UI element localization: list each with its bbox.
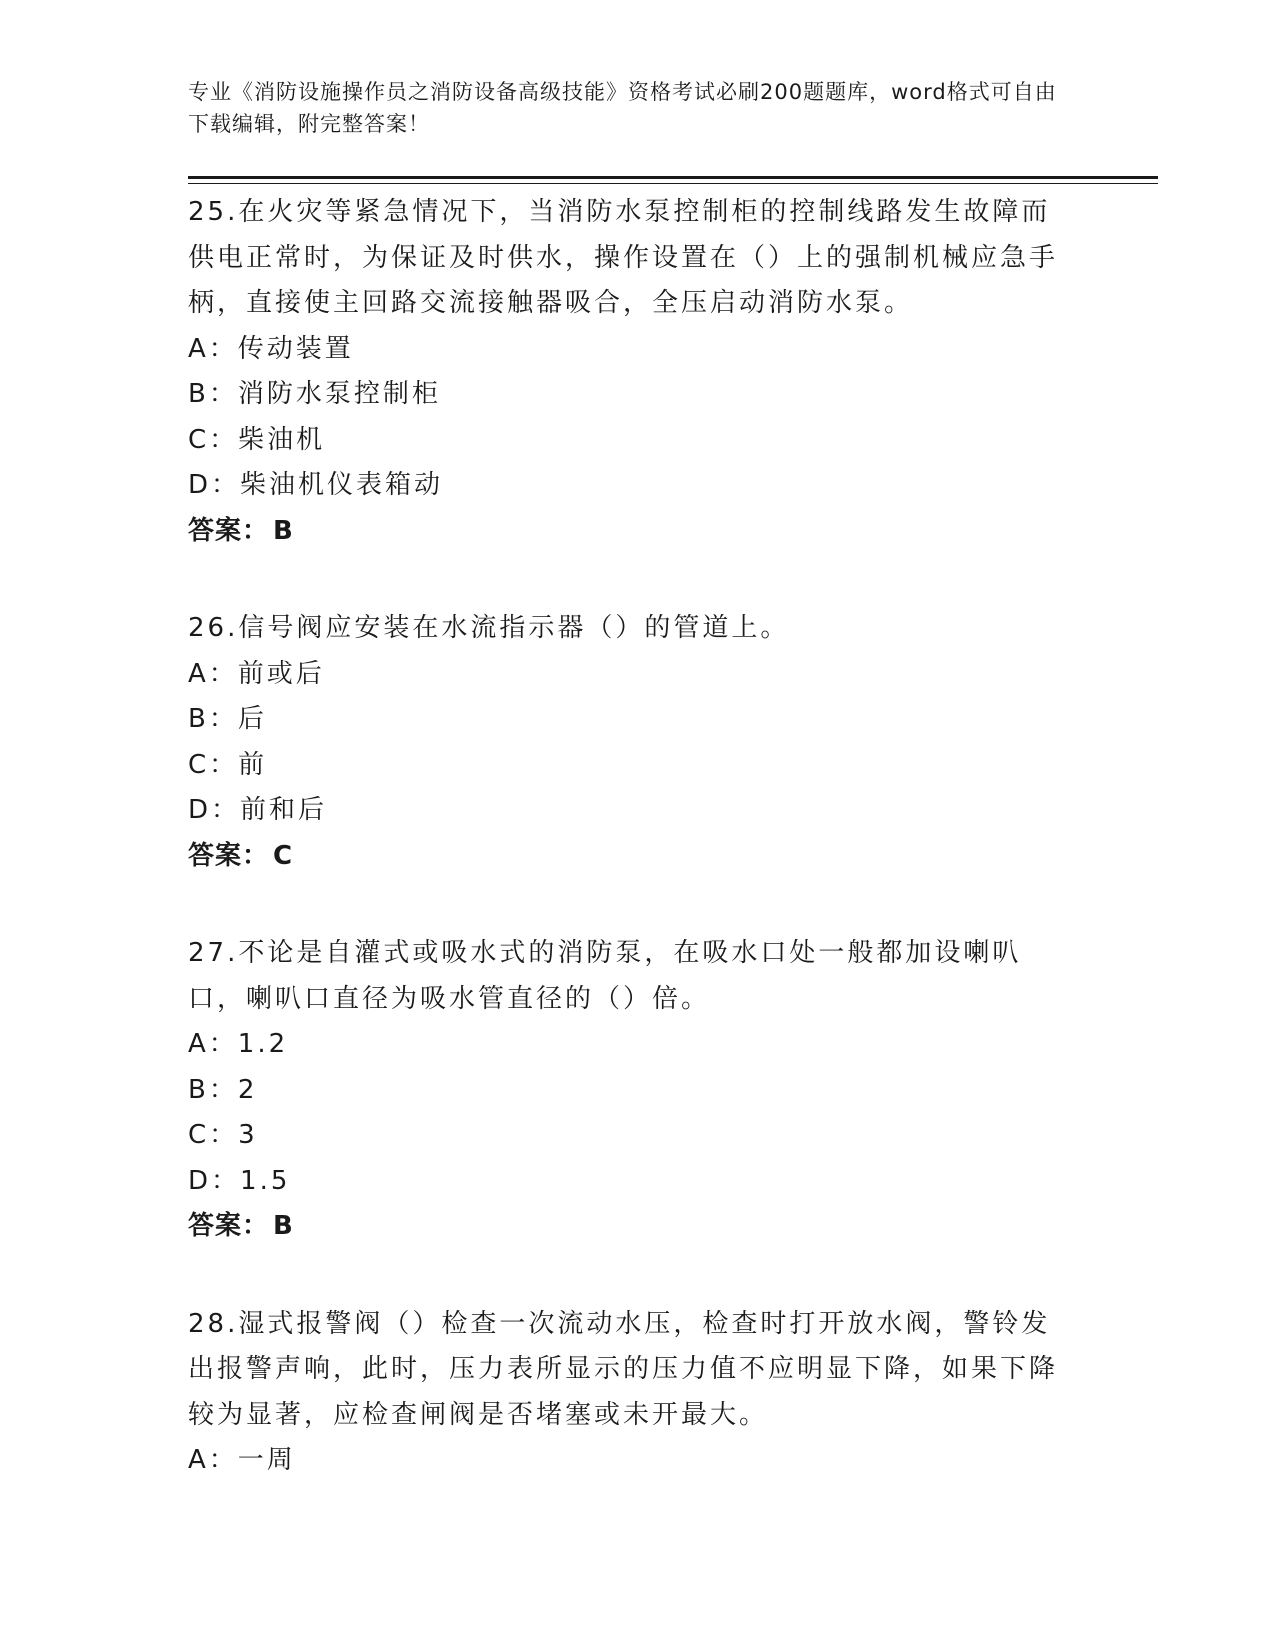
option-d: [188, 1159, 1078, 1205]
header-divider-thick: [188, 176, 1158, 179]
option-a: [188, 1022, 1078, 1068]
question-27: [188, 931, 1078, 1250]
question-text: 25.在火灾等紧急情况下，当消防水泵控制柜的控制线路发生故障而供电正常时，为保证及时供水，操作设置在（）上的强制机械应急手柄，直接使主回路交流接触器吸合，全压启动消防水泵。: [188, 197, 1059, 318]
option-b: [188, 697, 1078, 743]
option-a: [188, 327, 1078, 373]
option-c: [188, 1113, 1078, 1159]
option-a: [188, 652, 1078, 698]
document-header: 专业《消防设施操作员之消防设备高级技能》资格考试必刷200题题库，word格式可自由下载编辑，附完整答案！: [188, 80, 1057, 136]
option-letter: D：: [188, 470, 241, 500]
answer-value: B: [273, 1211, 294, 1241]
question-text: 27.不论是自灌式或吸水式的消防泵，在吸水口处一般都加设喇叭口，喇叭口直径为吸水管直径的（）倍。: [188, 938, 1022, 1014]
option-text: 前或后: [237, 658, 325, 689]
option-c: [188, 418, 1078, 464]
option-letter: B：: [188, 379, 238, 409]
question-text: 26.信号阀应安装在水流指示器（）的管道上。: [188, 613, 790, 643]
option-text: 前: [238, 749, 268, 780]
option-letter: C：: [188, 749, 239, 780]
option-text: 消防水泵控制柜: [237, 379, 441, 409]
option-b: [188, 372, 1078, 418]
question-list: [188, 190, 1078, 1536]
answer-label: 答案：: [188, 1211, 270, 1241]
option-text: 1.2: [237, 1029, 289, 1059]
header-divider-thin: [188, 183, 1158, 184]
answer-line: [188, 509, 1078, 555]
question-25: [188, 190, 1078, 554]
option-text: 传动装置: [237, 333, 354, 364]
option-letter: D：: [188, 795, 241, 825]
option-letter: C：: [188, 424, 239, 455]
option-d: [188, 788, 1078, 834]
answer-value: B: [273, 515, 294, 546]
option-text: 2: [237, 1074, 258, 1105]
answer-label: 答案：: [188, 515, 270, 546]
option-letter: A：: [188, 658, 238, 689]
option-letter: A：: [188, 1029, 238, 1059]
option-text: 柴油机仪表箱动: [240, 470, 444, 500]
option-text: 1.5: [240, 1165, 291, 1196]
option-text: 一周: [237, 1445, 296, 1475]
option-letter: C：: [188, 1120, 239, 1150]
option-d: [188, 463, 1078, 509]
question-text: 28.湿式报警阀（）检查一次流动水压，检查时打开放水阀，警铃发出报警声响，此时，压力表所显示的压力值不应明显下降，如果下降较为显著，应检查闸阀是否堵塞或未开最大。: [188, 1308, 1059, 1430]
option-text: 后: [237, 704, 267, 734]
option-c: [188, 743, 1078, 789]
question-26: [188, 606, 1078, 879]
answer-value: C: [273, 840, 294, 871]
option-text: 柴油机: [238, 424, 326, 455]
answer-line: [188, 1204, 1078, 1250]
question-28: [188, 1302, 1078, 1484]
option-letter: B：: [188, 704, 238, 734]
answer-label: 答案：: [188, 840, 270, 871]
option-letter: A：: [188, 1445, 238, 1475]
answer-line: [188, 834, 1078, 880]
option-text: 3: [238, 1120, 258, 1150]
option-letter: A：: [188, 333, 238, 364]
option-letter: B：: [188, 1074, 238, 1105]
option-a: [188, 1438, 1078, 1484]
option-text: 前和后: [240, 795, 328, 825]
option-b: [188, 1068, 1078, 1114]
option-letter: D：: [188, 1165, 241, 1196]
